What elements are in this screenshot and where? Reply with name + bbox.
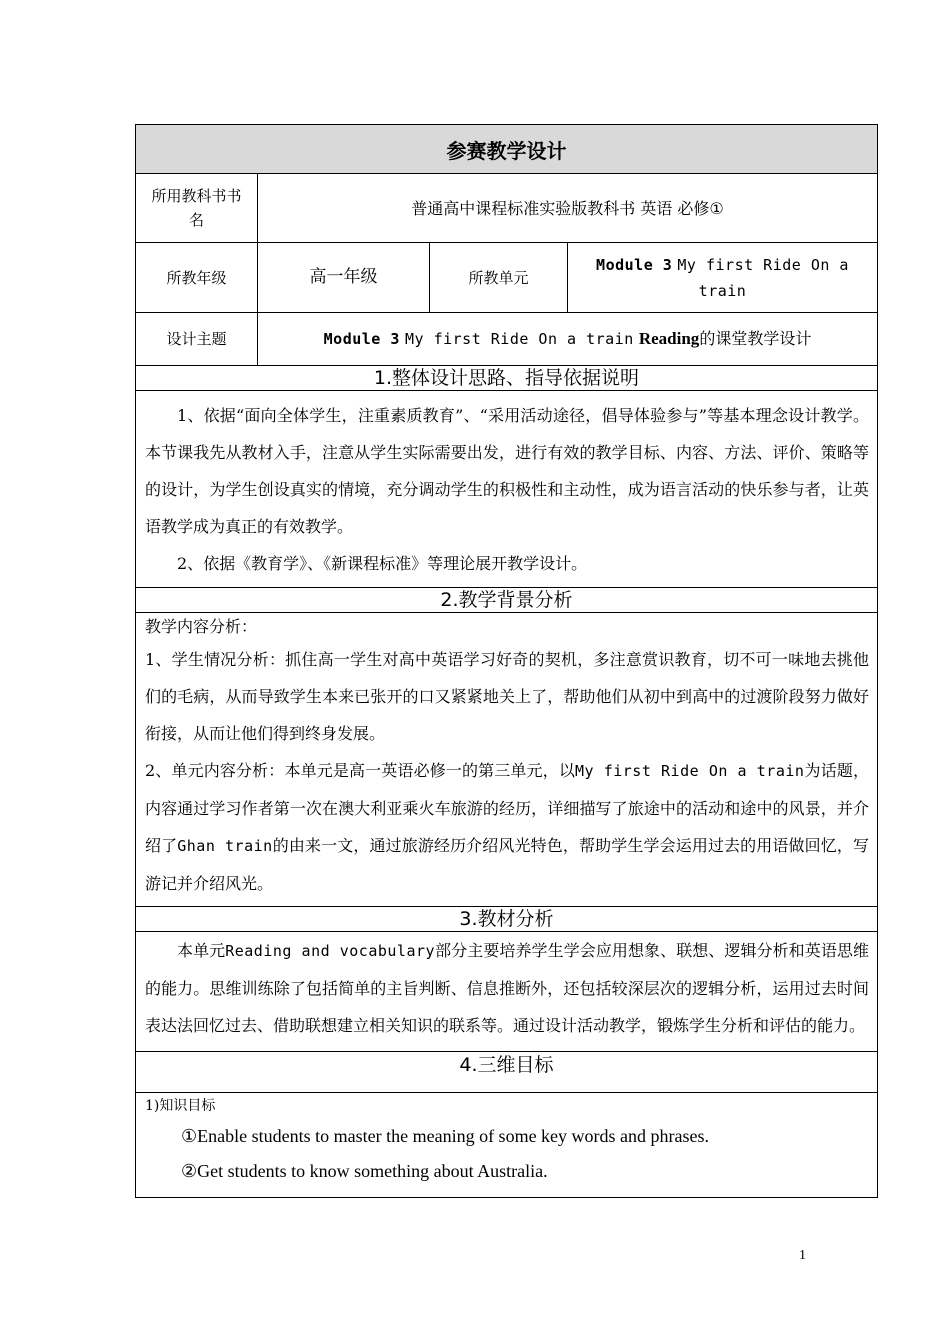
textbook-label: 所用教科书书名 (136, 174, 258, 243)
section-4-subtitle: 1)知识目标 (145, 1098, 216, 1114)
section-2-intro: 教学内容分析： (145, 617, 258, 636)
section-2-paragraph-1: 1、学生情况分析：抓住高一学生对高中英语学习好奇的契机，多注意赏识教育，切不可一味地去挑他们的毛病，从而导致学生本来已张开的口又紧紧地关上了，帮助他们从初中到高中的过渡阶段努力做好衔接，从而让他们得到终身发展。 (145, 650, 869, 743)
section-3-title: 3.教材分析 (136, 907, 878, 932)
section-2-title: 2.教学背景分析 (136, 588, 878, 613)
section-1-title: 1.整体设计思路、指导依据说明 (136, 366, 878, 391)
textbook-value: 普通高中课程标准实验版教科书 英语 必修① (258, 174, 878, 243)
theme-label: 设计主题 (136, 313, 258, 366)
lesson-plan-sheet (135, 124, 877, 1198)
unit-label: 所教单元 (430, 243, 568, 313)
page-number: 1 (799, 1248, 806, 1263)
theme-reading: Reading (638, 329, 700, 348)
theme-suffix: 的课堂教学设计 (699, 329, 812, 348)
section-2-ghan-train: Ghan train (177, 837, 273, 855)
section-4-body (136, 1093, 878, 1198)
section-3-body (136, 932, 878, 1052)
section-1-paragraph-2: 2、依据《教育学》、《新课程标准》等理论展开教学设计。 (177, 554, 588, 573)
grade-label: 所教年级 (136, 243, 258, 313)
section-4-title: 4.三维目标 (136, 1052, 878, 1093)
document-title: 参赛教学设计 (136, 125, 878, 174)
theme-title: My first Ride On a train (405, 330, 634, 348)
unit-value (568, 243, 878, 313)
section-2-topic-english: My first Ride On a train (574, 762, 805, 780)
unit-module: Module 3 (596, 255, 673, 274)
section-1-body (136, 391, 878, 588)
section-3-english: Reading and vocabulary (225, 942, 436, 960)
section-2-paragraph-2-part-a: 2、单元内容分析：本单元是高一英语必修一的第三单元，以 (145, 761, 575, 780)
section-3-part-b: 部分主要培养学生学会应用想象、联想、逻辑分析和英语思维的能力。思维训练除了包括简单的主旨判断、信息推断外，还包括较深层次的逻辑分析，运用过去时间表达法回忆过去、借助联想建立相关知识的联系等。通过设计活动教学，锻炼学生分析和评估的能力。 (145, 941, 869, 1035)
lesson-plan-table (135, 124, 878, 1198)
section-4-goal-1: ①Enable students to master the meaning of some key words and phrases. (181, 1126, 710, 1146)
section-4-goal-2: ②Get students to know something about Australia. (181, 1161, 548, 1181)
theme-value (258, 313, 878, 366)
section-2-paragraph-2-part-b: 为话题，内容通过学习作者第一次在澳大利亚乘火车旅游的经历，详细描写了旅途中的活动和途中的风景，并介绍了 (145, 761, 869, 855)
section-2-paragraph-2-part-c: 的由来一文，通过旅游经历介绍风光特色，帮助学生学会运用过去的用语做回忆，写游记并介绍风光。 (145, 836, 869, 893)
section-1-paragraph-1: 1、依据“面向全体学生，注重素质教育”、“采用活动途径，倡导体验参与”等基本理念设计教学。本节课我先从教材入手，注意从学生实际需要出发，进行有效的教学目标、内容、方法、评价、策略等的设计，为学生创设真实的情境，充分调动学生的积极性和主动性，成为语言活动的快乐参与者，让英语教学成为真正的有效教学。 (145, 406, 869, 536)
section-3-paragraph (145, 932, 869, 1044)
unit-title: My first Ride On a train (677, 255, 849, 300)
grade-value: 高一年级 (258, 243, 430, 313)
section-2-body (136, 613, 878, 907)
theme-module: Module 3 (323, 330, 400, 348)
section-2-paragraph-2 (145, 752, 869, 902)
section-3-part-a: 本单元 (177, 941, 226, 960)
